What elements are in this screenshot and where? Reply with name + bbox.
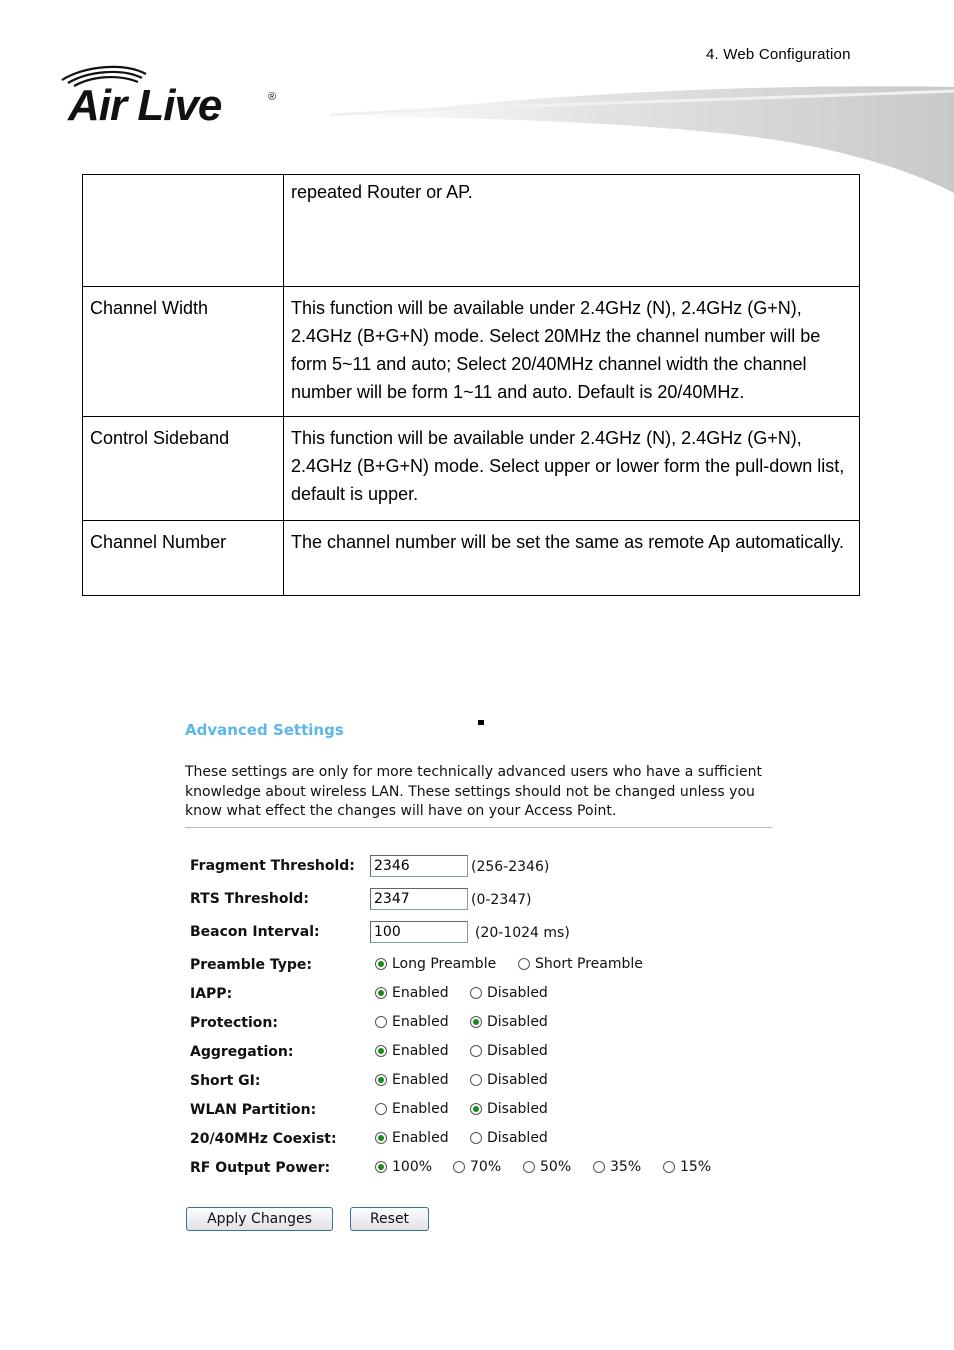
radio-aggregation-disabled[interactable] xyxy=(470,1043,548,1059)
panel-title: Advanced Settings xyxy=(185,721,344,739)
radio-shortgi-enabled[interactable] xyxy=(375,1072,449,1088)
radio-label: Long Preamble xyxy=(392,956,497,972)
radio-icon[interactable] xyxy=(453,1161,465,1173)
radio-label: 15% xyxy=(680,1159,712,1175)
table-row xyxy=(83,175,860,287)
radio-label: Disabled xyxy=(487,1043,548,1059)
radio-icon[interactable] xyxy=(470,1016,482,1028)
radio-icon[interactable] xyxy=(375,1016,387,1028)
radio-icon[interactable] xyxy=(375,1161,387,1173)
term-cell: Control Sideband xyxy=(83,417,284,521)
radio-label: 35% xyxy=(610,1159,642,1175)
radio-icon[interactable] xyxy=(593,1161,605,1173)
radio-icon[interactable] xyxy=(470,1103,482,1115)
radio-iapp-enabled[interactable] xyxy=(375,985,449,1001)
table-row xyxy=(83,287,860,417)
rts-threshold-label: RTS Threshold: xyxy=(190,891,309,907)
logo-wordmark: Air Live xyxy=(68,81,222,128)
radio-protection-enabled[interactable] xyxy=(375,1014,449,1030)
radio-icon[interactable] xyxy=(375,958,387,970)
term-cell: Channel Width xyxy=(83,287,284,417)
table-row xyxy=(83,417,860,521)
panel-description: These settings are only for more technically advanced users who have a sufficient knowledge about wireless LAN. These settings should not be changed unless you know what effect the changes will have on your Access Point. xyxy=(185,764,763,819)
divider xyxy=(185,827,772,828)
radio-label: Enabled xyxy=(392,985,449,1001)
radio-icon[interactable] xyxy=(470,1074,482,1086)
radio-icon[interactable] xyxy=(375,1045,387,1057)
radio-label: Enabled xyxy=(392,1014,449,1030)
radio-rf-70[interactable] xyxy=(453,1159,501,1175)
radio-icon[interactable] xyxy=(663,1161,675,1173)
radio-long-preamble[interactable] xyxy=(375,956,496,972)
radio-label: Short Preamble xyxy=(535,956,643,972)
table-row xyxy=(83,521,860,596)
radio-label: 100% xyxy=(392,1159,433,1175)
fragment-threshold-input[interactable] xyxy=(370,855,468,877)
radio-aggregation-enabled[interactable] xyxy=(375,1043,449,1059)
fragment-threshold-label: Fragment Threshold: xyxy=(190,858,355,874)
term-cell xyxy=(83,175,284,287)
term-cell: Channel Number xyxy=(83,521,284,596)
radio-rf-15[interactable] xyxy=(663,1159,711,1175)
radio-icon[interactable] xyxy=(470,1132,482,1144)
fragment-threshold-range: (256-2346) xyxy=(471,859,550,875)
coexist-label: 20/40MHz Coexist: xyxy=(190,1131,337,1147)
radio-rf-50[interactable] xyxy=(523,1159,571,1175)
reset-button[interactable]: Reset xyxy=(350,1207,429,1231)
radio-protection-disabled[interactable] xyxy=(470,1014,548,1030)
radio-icon[interactable] xyxy=(518,958,530,970)
beacon-interval-range: (20-1024 ms) xyxy=(475,925,570,941)
radio-icon[interactable] xyxy=(523,1161,535,1173)
radio-rf-100[interactable] xyxy=(375,1159,432,1175)
description-cell: The channel number will be set the same as remote Ap automatically. xyxy=(284,521,860,596)
radio-icon[interactable] xyxy=(375,987,387,999)
radio-short-preamble[interactable] xyxy=(518,956,643,972)
radio-label: Enabled xyxy=(392,1101,449,1117)
radio-label: 70% xyxy=(470,1159,502,1175)
radio-label: Disabled xyxy=(487,1130,548,1146)
radio-label: Enabled xyxy=(392,1072,449,1088)
advanced-settings-panel xyxy=(185,715,775,1227)
radio-label: Disabled xyxy=(487,1014,548,1030)
radio-rf-35[interactable] xyxy=(593,1159,641,1175)
preamble-type-label: Preamble Type: xyxy=(190,957,313,973)
radio-wlanpart-disabled[interactable] xyxy=(470,1101,548,1117)
radio-icon[interactable] xyxy=(375,1074,387,1086)
radio-iapp-disabled[interactable] xyxy=(470,985,548,1001)
airlive-logo xyxy=(54,58,284,128)
section-header: 4. Web Configuration xyxy=(706,46,851,63)
radio-icon[interactable] xyxy=(470,1045,482,1057)
radio-label: Enabled xyxy=(392,1130,449,1146)
rf-output-power-label: RF Output Power: xyxy=(190,1160,331,1176)
protection-label: Protection: xyxy=(190,1015,278,1031)
radio-icon[interactable] xyxy=(375,1132,387,1144)
radio-icon[interactable] xyxy=(375,1103,387,1115)
radio-coexist-disabled[interactable] xyxy=(470,1130,548,1146)
description-cell: repeated Router or AP. xyxy=(284,175,860,287)
radio-icon[interactable] xyxy=(470,987,482,999)
description-table xyxy=(82,174,860,596)
description-cell: This function will be available under 2.4GHz (N), 2.4GHz (G+N), 2.4GHz (B+G+N) mode. Select upper or lower form the pull-down list, default is upper. xyxy=(284,417,860,521)
beacon-interval-label: Beacon Interval: xyxy=(190,924,320,940)
iapp-label: IAPP: xyxy=(190,986,233,1002)
radio-wlanpart-enabled[interactable] xyxy=(375,1101,449,1117)
description-cell: This function will be available under 2.4GHz (N), 2.4GHz (G+N), 2.4GHz (B+G+N) mode. Select 20MHz the channel number will be form 5~11 and auto; Select 20/40MHz channel width the channel number will be form 1~11 and auto. Default is 20/40MHz. xyxy=(284,287,860,417)
radio-label: Disabled xyxy=(487,1101,548,1117)
apply-changes-button[interactable]: Apply Changes xyxy=(186,1207,333,1231)
wlan-partition-label: WLAN Partition: xyxy=(190,1102,317,1118)
short-gi-label: Short GI: xyxy=(190,1073,261,1089)
rts-threshold-range: (0-2347) xyxy=(471,892,532,908)
beacon-interval-input[interactable] xyxy=(370,921,468,943)
registered-mark: ® xyxy=(268,91,277,103)
radio-label: Disabled xyxy=(487,985,548,1001)
rts-threshold-input[interactable] xyxy=(370,888,468,910)
radio-shortgi-disabled[interactable] xyxy=(470,1072,548,1088)
radio-label: Disabled xyxy=(487,1072,548,1088)
radio-label: 50% xyxy=(540,1159,572,1175)
radio-coexist-enabled[interactable] xyxy=(375,1130,449,1146)
radio-label: Enabled xyxy=(392,1043,449,1059)
aggregation-label: Aggregation: xyxy=(190,1044,294,1060)
